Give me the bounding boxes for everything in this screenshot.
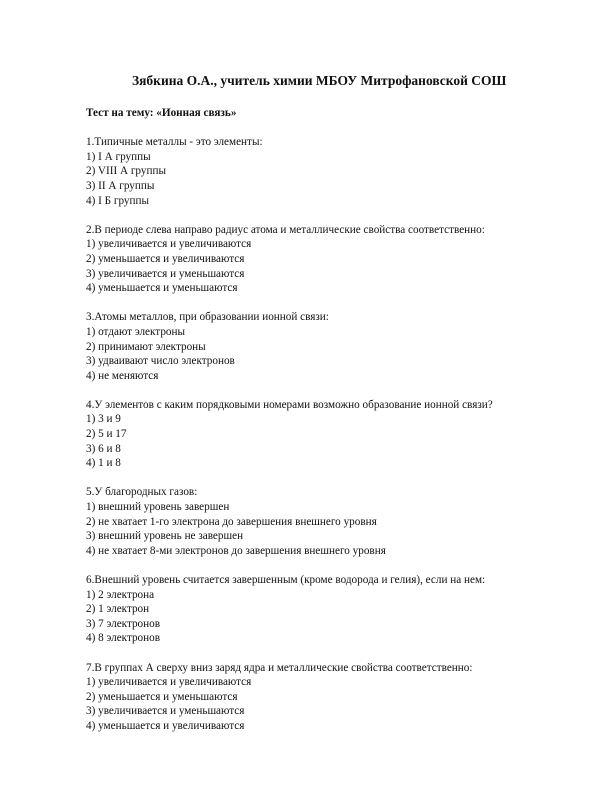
answer-option: 1) внешний уровень завершен	[86, 501, 230, 514]
answer-option: 4) уменьшается и увеличиваются	[86, 719, 245, 732]
answer-option: 2) не хватает 1-го электрона до завершения внешнего уровня	[86, 515, 377, 528]
answer-option: 4) I Б группы	[86, 194, 149, 207]
answer-option: 2) 5 и 17	[86, 428, 127, 441]
answer-option: 2) уменьшается и уменьшаются	[86, 690, 238, 703]
answer-option: 1) увеличивается и увеличиваются	[86, 238, 252, 251]
answer-option: 3) внешний уровень не завершен	[86, 530, 244, 543]
question-6	[86, 573, 586, 646]
answer-option: 1) увеличивается и увеличиваются	[86, 676, 252, 689]
question-4	[86, 398, 586, 471]
question-5	[86, 485, 586, 558]
test-topic: Тест на тему: «Ионная связь»	[86, 107, 237, 119]
answer-option: 1) 2 электрона	[86, 588, 155, 601]
question-text: 4.У элементов с каким порядковыми номерами возможно образование ионной связи?	[86, 398, 493, 411]
answer-option: 3) II А группы	[86, 179, 155, 192]
question-text: 7.В группах А сверху вниз заряд ядра и металлические свойства соответственно:	[86, 661, 473, 674]
question-text: 3.Атомы металлов, при образовании ионной связи:	[86, 311, 329, 324]
question-3	[86, 310, 586, 383]
answer-option: 2) VIII А группы	[86, 165, 166, 178]
question-7	[86, 661, 586, 734]
answer-option: 4) не хватает 8-ми электронов до завершения внешнего уровня	[86, 544, 386, 557]
answer-option: 3) 7 электронов	[86, 617, 161, 630]
answer-option: 2) 1 электрон	[86, 603, 150, 616]
question-text: 2.В периоде слева направо радиус атома и металлические свойства соответственно:	[86, 223, 485, 236]
answer-option: 2) уменьшается и увеличиваются	[86, 252, 245, 265]
question-text: 1.Типичные металлы - это элементы:	[86, 136, 263, 149]
question-2	[86, 223, 586, 296]
answer-option: 4) 8 электронов	[86, 632, 161, 645]
answer-option: 2) принимают электроны	[86, 340, 206, 353]
answer-option: 1) I А группы	[86, 150, 151, 163]
answer-option: 4) 1 и 8	[86, 457, 121, 470]
answer-option: 3) увеличивается и уменьшаются	[86, 705, 245, 718]
question-text: 5.У благородных газов:	[86, 486, 198, 499]
answer-option: 4) не меняются	[86, 369, 159, 382]
document-header: Зябкина О.А., учитель химии МБОУ Митрофановской СОШ	[132, 73, 507, 88]
answer-option: 4) уменьшается и уменьшаются	[86, 282, 238, 295]
answer-option: 3) увеличивается и уменьшаются	[86, 267, 245, 280]
question-1	[86, 135, 586, 208]
answer-option: 1) 3 и 9	[86, 413, 121, 426]
answer-option: 3) удваивают число электронов	[86, 355, 235, 368]
answer-option: 3) 6 и 8	[86, 442, 121, 455]
answer-option: 1) отдают электроны	[86, 325, 186, 338]
question-text: 6.Внешний уровень считается завершенным (кроме водорода и гелия), если на нем:	[86, 574, 486, 586]
document-content	[86, 106, 586, 748]
